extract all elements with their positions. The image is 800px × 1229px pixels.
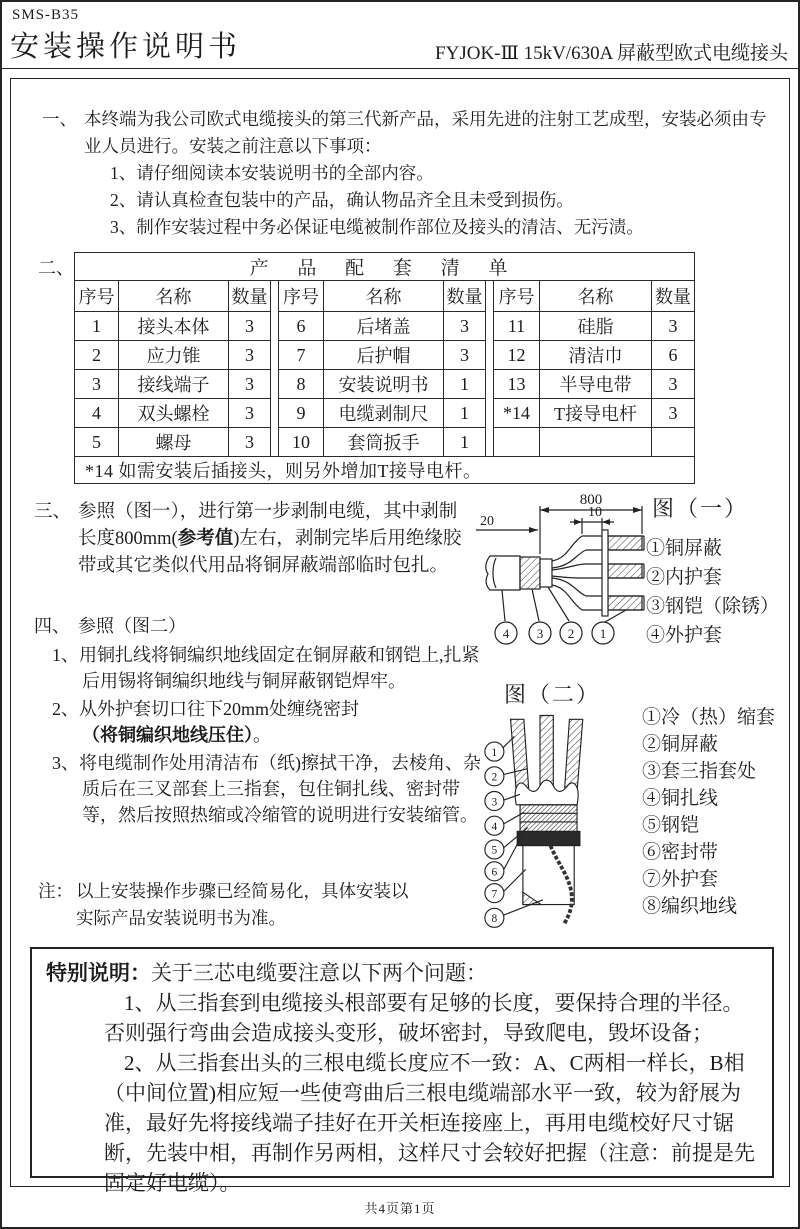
step2-item (34, 696, 482, 748)
table-cell: 3 (229, 312, 271, 341)
table-note-row (75, 457, 695, 484)
table-cell: 安装说明书 (324, 370, 444, 399)
table-cell: 螺母 (119, 428, 229, 457)
step1-text-bold: 参考值 (177, 529, 234, 549)
table-cell: 5 (75, 428, 119, 457)
section-marker: 一、 (42, 109, 77, 129)
legend-item: ①铜屏蔽 (646, 538, 723, 559)
table-cell: 半导电带 (540, 370, 652, 399)
group-gap (271, 428, 279, 457)
column-header: 数量 (652, 281, 695, 312)
page-title: 安装操作说明书 (10, 31, 242, 63)
step2-heading: 参照（图二） (78, 616, 186, 636)
table-cell: *14 (494, 399, 540, 428)
group-gap (486, 281, 494, 312)
callout-number: 3 (491, 796, 498, 809)
parts-table (74, 252, 695, 484)
group-gap (486, 370, 494, 399)
dimension-label-800: 800 (579, 492, 603, 508)
table-cell: 3 (229, 370, 271, 399)
sealing-band (517, 831, 580, 845)
table-cell (652, 428, 695, 457)
table-title: 产 品 配 套 清 单 (75, 253, 695, 281)
callout-number: 4 (491, 820, 498, 833)
callout-number: 5 (491, 844, 498, 857)
note-text: 以上安装操作步骤已经简易化，具体安装以实际产品安装说明书为准。 (76, 881, 409, 928)
table-cell: 1 (444, 399, 486, 428)
table-cell: T接导电杆 (540, 399, 652, 428)
note-label: 注： (38, 881, 73, 901)
step1-text-pre: 参照（图一），进行第一步剥制电缆，其中剥制长度800mm( (78, 502, 458, 549)
column-header: 名称 (119, 281, 229, 312)
table-cell: 套筒扳手 (324, 428, 444, 457)
table-cell: 后护帽 (324, 341, 444, 370)
table-cell: 硅脂 (540, 312, 652, 341)
dimension-label-20: 20 (480, 514, 494, 529)
table-row (75, 341, 695, 370)
callout-number: 1 (599, 626, 607, 641)
callout-number: 2 (491, 771, 498, 784)
table-cell: 1 (444, 428, 486, 457)
step1-text (78, 499, 469, 580)
table-note: *14 如需安装后插接头，则另外增加T接导电杆。 (75, 457, 695, 484)
table-cell: 2 (75, 341, 119, 370)
callout-number: 6 (491, 866, 498, 879)
group-gap (271, 370, 279, 399)
column-header: 数量 (444, 281, 486, 312)
cable-core (565, 719, 583, 791)
figure-1-title: 图（一） (652, 496, 749, 521)
table-cell (494, 428, 540, 457)
figure-2-title: 图（二） (504, 682, 601, 707)
group-gap (486, 399, 494, 428)
intro-lead: 本终端为我公司欧式电缆接头的第三代新产品，采用先进的注射工艺成型，安装必须由专业人员进行。安装之前注意以下事项： (84, 109, 767, 156)
section-step2 (34, 613, 482, 830)
table-row (75, 428, 695, 457)
figure-2-drawing (478, 706, 621, 934)
callout-number: 8 (491, 913, 498, 926)
column-header: 名称 (324, 281, 444, 312)
list-item: 2、请认真检查包装中的产品，确认物品齐全且未受到损伤。 (110, 190, 574, 210)
special-intro-text: 关于三芯电缆要注意以下两个问题： (151, 961, 487, 985)
table-cell: 3 (229, 428, 271, 457)
legend-item: ⑤钢铠 (642, 815, 700, 836)
table-cell: 10 (279, 428, 324, 457)
table-cell: 1 (75, 312, 119, 341)
special-paragraph: 2、从三指套出头的三根电缆长度应不一致：A、C两相一样长，B相（中间位置)相应短一些使弯曲后三根电缆端部水平一致，较为舒展为准，最好先将接线端子挂好在开关柜连接座上，再用电缆校好尺寸锯断，先装中相，再制作另两相，这样尺寸会较好把握（注意：前提是先固定好电缆）。 (104, 1051, 755, 1195)
tie-wire-band (520, 805, 577, 832)
group-gap (271, 341, 279, 370)
table-cell: 3 (229, 399, 271, 428)
section-marker: 二、 (38, 258, 74, 278)
table-cell: 6 (652, 341, 695, 370)
dimension-label-10: 10 (588, 505, 602, 520)
legend-item: ⑧编织地线 (642, 896, 738, 917)
callout-number: 4 (502, 626, 510, 641)
table-cell: 后堵盖 (324, 312, 444, 341)
special-label: 特别说明： (46, 961, 151, 985)
table-cell: 8 (279, 370, 324, 399)
table-cell: 电缆剥制尺 (324, 399, 444, 428)
callout-number: 3 (536, 626, 544, 641)
legend-item: ②内护套 (646, 567, 723, 588)
table-cell: 3 (444, 312, 486, 341)
page-footer: 共4页第1页 (364, 1201, 436, 1216)
special-note-box (30, 947, 774, 1195)
legend-item: ③套三指套处 (642, 761, 757, 782)
table-cell: 6 (279, 312, 324, 341)
intro-items (84, 160, 774, 241)
group-gap (486, 312, 494, 341)
figure-2-legend (642, 704, 775, 920)
special-intro (46, 958, 758, 988)
figure-1-legend (646, 534, 779, 650)
column-header: 数量 (229, 281, 271, 312)
table-cell: 3 (652, 370, 695, 399)
inner-sheath (540, 559, 552, 587)
callout-number: 7 (491, 888, 498, 901)
table-cell: 3 (229, 341, 271, 370)
legend-item: ①冷（热）缩套 (642, 707, 776, 728)
copper-shield-band (602, 530, 608, 616)
table-cell: 4 (75, 399, 119, 428)
outer-sheath (486, 556, 520, 590)
table-row (75, 312, 695, 341)
step2-item: 1、用铜扎线将铜编织地线固定在铜屏蔽和钢铠上,扎紧后用锡将铜编织地线与铜屏蔽钢铠焊牢。 (52, 645, 480, 691)
table-title-row (75, 253, 695, 281)
table-cell: 1 (444, 370, 486, 399)
step1-text-post: )左右，剥制完毕后用绝缘胶带或其它类似代用品将铜屏蔽端部临时包扎。 (78, 529, 462, 576)
group-gap (271, 399, 279, 428)
callout-number: 1 (491, 746, 498, 759)
step2-item-bold: （将铜编织地线压住） (82, 725, 253, 745)
product-name: FYJOK-Ⅲ 15kV/630A 屏蔽型欧式电缆接头 (435, 43, 788, 64)
table-header-row (75, 281, 695, 312)
section-step1 (34, 499, 469, 580)
list-item: 3、制作安装过程中务必保证电缆被制作部位及接头的清洁、无污渍。 (110, 217, 644, 237)
column-header: 序号 (279, 281, 324, 312)
legend-item: ②铜屏蔽 (642, 734, 719, 755)
step2-item-end: 。 (253, 725, 271, 745)
column-header: 序号 (494, 281, 540, 312)
cable-core (511, 719, 529, 791)
figure-2 (474, 678, 796, 940)
legend-item: ⑦外护套 (642, 869, 719, 890)
group-gap (271, 312, 279, 341)
table-cell: 3 (652, 312, 695, 341)
group-gap (486, 341, 494, 370)
legend-item: ③钢铠（除锈） (646, 596, 780, 617)
steel-armor (520, 557, 540, 589)
cable-core (540, 716, 553, 788)
group-gap (486, 428, 494, 457)
table-cell: 13 (494, 370, 540, 399)
section-marker: 三、 (34, 502, 72, 522)
callout-number: 2 (567, 626, 575, 641)
column-header: 名称 (540, 281, 652, 312)
fork-body (515, 780, 578, 805)
table-cell: 3 (444, 341, 486, 370)
list-item: 1、请仔细阅读本安装说明书的全部内容。 (110, 163, 434, 183)
table-row (75, 370, 695, 399)
section-marker: 四、 (34, 616, 70, 636)
table-cell: 11 (494, 312, 540, 341)
figure-1-drawing (474, 486, 662, 654)
header-divider (2, 68, 798, 69)
table-cell: 应力锥 (119, 341, 229, 370)
table-cell: 9 (279, 399, 324, 428)
outer-sheath (523, 846, 574, 905)
note-block (38, 878, 438, 932)
table-cell: 双头螺栓 (119, 399, 229, 428)
legend-item: ④外护套 (646, 625, 723, 646)
table-cell: 12 (494, 341, 540, 370)
step2-item-text: 2、从外护套切口往下20mm处缠绕密封 (52, 699, 360, 719)
column-header: 序号 (75, 281, 119, 312)
table-cell: 3 (75, 370, 119, 399)
figure-1 (474, 484, 796, 664)
table-cell: 接头本体 (119, 312, 229, 341)
section-intro-body (84, 106, 774, 241)
special-paragraph: 1、从三指套到电缆接头根部要有足够的长度，要保持合理的半径。否则强行弯曲会造成接头变形，破坏密封，导致爬电，毁坏设备； (104, 991, 744, 1045)
legend-item: ④铜扎线 (642, 788, 719, 809)
table-cell: 清洁巾 (540, 341, 652, 370)
legend-item: ⑥密封带 (642, 842, 719, 863)
table-cell (540, 428, 652, 457)
table-row (75, 399, 695, 428)
section-intro (42, 106, 774, 241)
table-cell: 7 (279, 341, 324, 370)
group-gap (271, 281, 279, 312)
step2-item: 3、将电缆制作处用清洁布（纸)擦拭干净，去棱角、杂质后在三叉部套上三指套，包住铜扎线、密封带等，然后按照热缩或冷缩管的说明进行安装缩管。 (52, 753, 481, 825)
doc-code: SMS-B35 (12, 7, 80, 23)
table-cell: 接线端子 (119, 370, 229, 399)
table-cell: 3 (652, 399, 695, 428)
